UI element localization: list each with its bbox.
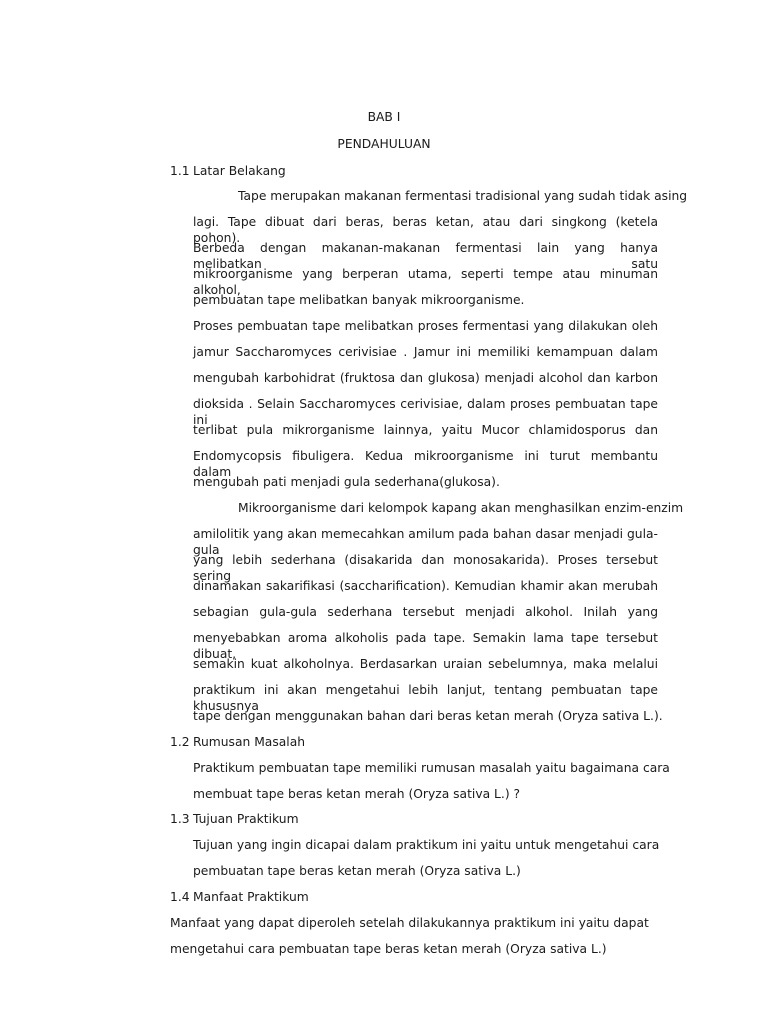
section-heading: Manfaat Praktikum bbox=[193, 890, 309, 904]
paragraph-line: dioksida . Selain Saccharomyces cerivisiae, dalam proses pembuatan tape ini bbox=[193, 397, 658, 427]
paragraph-line: pembuatan tape melibatkan banyak mikroorganisme. bbox=[193, 293, 525, 307]
paragraph-line: mikroorganisme yang berperan utama, seperti tempe atau minuman alkohol, bbox=[193, 267, 658, 297]
section-number: 1.4 bbox=[170, 890, 190, 904]
paragraph-line: Endomycopsis fibuligera. Kedua mikroorganisme ini turut membantu dalam bbox=[193, 449, 658, 479]
paragraph-line: mengubah pati menjadi gula sederhana(glukosa). bbox=[193, 475, 500, 489]
paragraph-line: semakin kuat alkoholnya. Berdasarkan uraian sebelumnya, maka melalui bbox=[193, 657, 658, 671]
paragraph-line: tape dengan menggunakan bahan dari beras ketan merah (Oryza sativa L.). bbox=[193, 709, 663, 723]
paragraph-line: sebagian gula-gula sederhana tersebut menjadi alkohol. Inilah yang bbox=[193, 605, 658, 619]
paragraph-line: Berbeda dengan makanan-makanan fermentasi lain yang hanya melibatkan satu bbox=[193, 241, 658, 271]
paragraph-line: membuat tape beras ketan merah (Oryza sativa L.) ? bbox=[193, 787, 521, 801]
paragraph-line: menyebabkan aroma alkoholis pada tape. Semakin lama tape tersebut dibuat, bbox=[193, 631, 658, 661]
paragraph-line: praktikum ini akan mengetahui lebih lanjut, tentang pembuatan tape khususnya bbox=[193, 683, 658, 713]
paragraph-line: jamur Saccharomyces cerivisiae . Jamur ini memiliki kemampuan dalam bbox=[193, 345, 658, 359]
paragraph-line: amilolitik yang akan memecahkan amilum pada bahan dasar menjadi gula-gula bbox=[193, 527, 658, 557]
paragraph-line: terlibat pula mikrorganisme lainnya, yaitu Mucor chlamidosporus dan bbox=[193, 423, 658, 437]
paragraph-line: Proses pembuatan tape melibatkan proses fermentasi yang dilakukan oleh bbox=[193, 319, 658, 333]
paragraph-line: Manfaat yang dapat diperoleh setelah dilakukannya praktikum ini yaitu dapat bbox=[170, 916, 649, 930]
paragraph-line: Tujuan yang ingin dicapai dalam praktikum ini yaitu untuk mengetahui cara bbox=[193, 838, 660, 852]
paragraph-line: mengetahui cara pembuatan tape beras ketan merah (Oryza sativa L.) bbox=[170, 942, 607, 956]
paragraph-line: lagi. Tape dibuat dari beras, beras ketan, atau dari singkong (ketela pohon). bbox=[193, 215, 658, 245]
section-number: 1.1 bbox=[170, 164, 190, 178]
paragraph-line: Mikroorganisme dari kelompok kapang akan menghasilkan enzim-enzim bbox=[238, 501, 684, 515]
section-number: 1.2 bbox=[170, 735, 190, 749]
paragraph-line: dinamakan sakarifikasi (saccharification). Kemudian khamir akan merubah bbox=[193, 579, 658, 593]
paragraph-line: pembuatan tape beras ketan merah (Oryza sativa L.) bbox=[193, 864, 521, 878]
paragraph-line: mengubah karbohidrat (fruktosa dan glukosa) menjadi alcohol dan karbon bbox=[193, 371, 658, 385]
paragraph-line: Tape merupakan makanan fermentasi tradisional yang sudah tidak asing bbox=[238, 189, 688, 203]
chapter-title: BAB I bbox=[367, 110, 401, 124]
paragraph-line: yang lebih sederhana (disakarida dan monosakarida). Proses tersebut sering bbox=[193, 553, 658, 583]
section-heading: Rumusan Masalah bbox=[193, 735, 306, 749]
paragraph-line: Praktikum pembuatan tape memiliki rumusan masalah yaitu bagaimana cara bbox=[193, 761, 670, 775]
section-heading: Tujuan Praktikum bbox=[193, 812, 299, 826]
section-number: 1.3 bbox=[170, 812, 190, 826]
chapter-subtitle: PENDAHULUAN bbox=[337, 137, 431, 151]
section-heading: Latar Belakang bbox=[193, 164, 286, 178]
